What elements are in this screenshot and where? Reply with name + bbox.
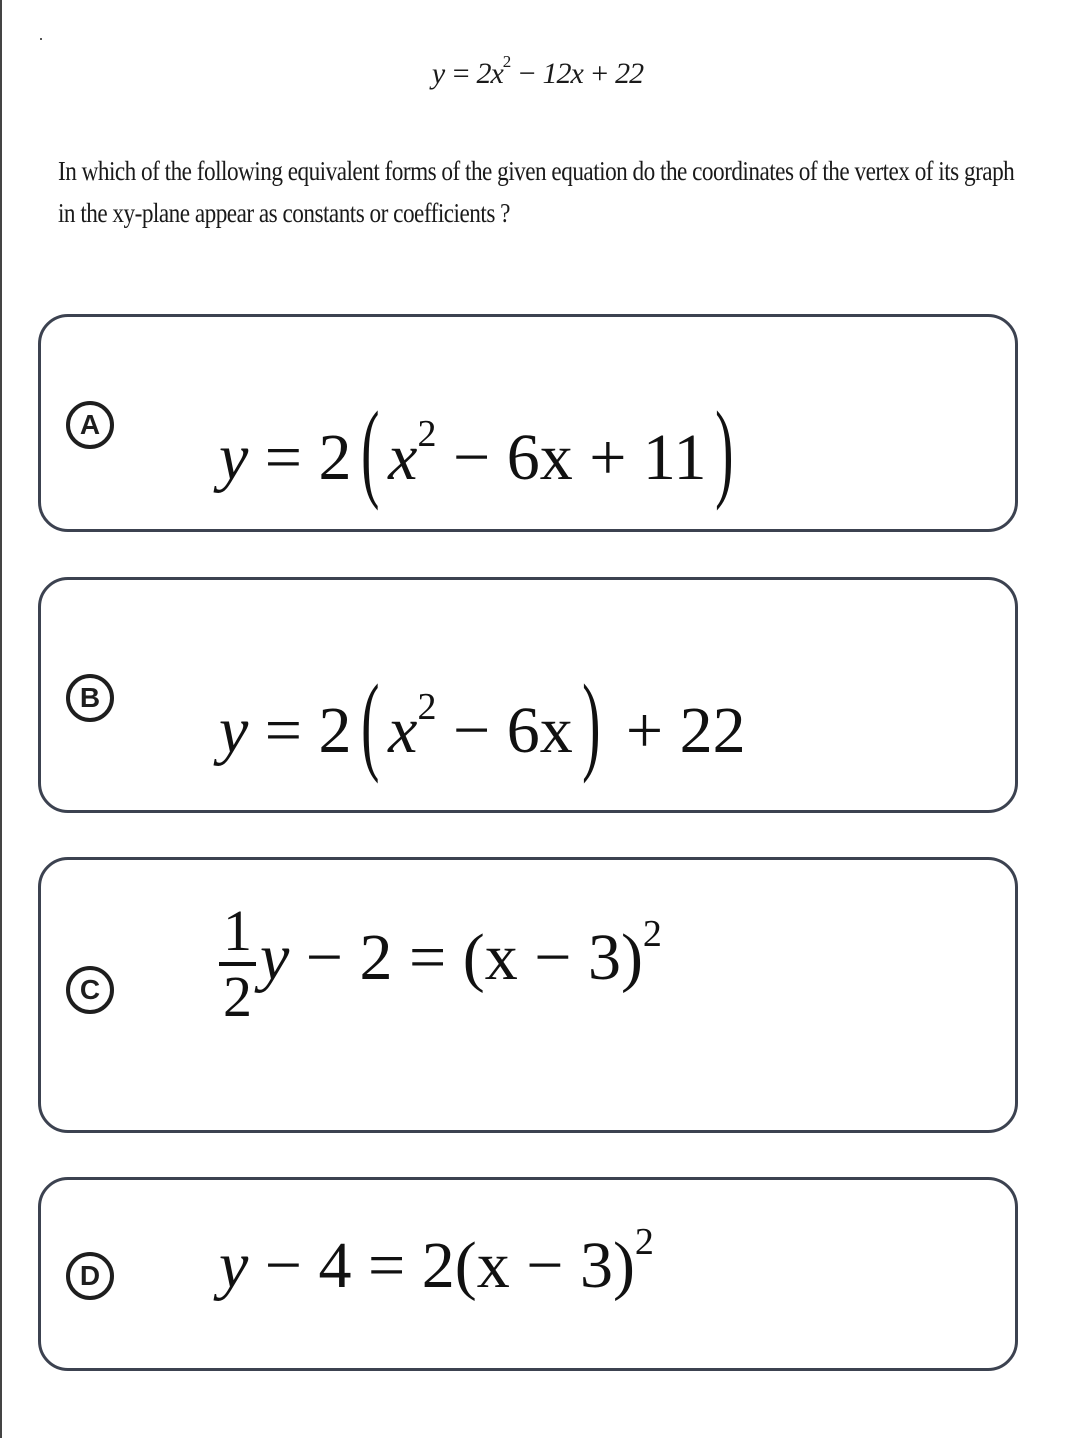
given-equation: $y = 2x^2 - 12x + 22$ [431, 52, 644, 90]
left-border [0, 0, 2, 1438]
choice-a-badge: A [66, 401, 114, 449]
question-line-1: In which of the following equivalent forms of the given equation do the coordinates of the vertex of its graph [58, 156, 1015, 186]
stray-dot [40, 38, 42, 40]
choice-b-equation: y = 2( $x^2 - 6x) + 22$ [219, 662, 746, 784]
choice-a[interactable] [38, 314, 1018, 532]
choice-c-equation: $\frac{1}{2}$ $y - 2 = (x - 3)^2$ [219, 900, 662, 1028]
choice-a-equation: y = 2( $x^2 - 6x + 11$) [219, 389, 734, 511]
choice-d[interactable] [38, 1177, 1018, 1371]
fraction-one-half: $\frac{1}{2}$ [219, 900, 256, 1028]
choice-d-badge: D [66, 1252, 114, 1300]
choice-b[interactable] [38, 577, 1018, 813]
choice-c-badge: C [66, 966, 114, 1014]
choice-c[interactable] [38, 857, 1018, 1133]
choice-b-badge: B [66, 674, 114, 722]
question-text [58, 150, 1018, 234]
choice-d-equation: $y - 4 = 2(x - 3)^2$ [219, 1221, 654, 1302]
question-line-2: in the xy-plane appear as constants or coefficients ? [58, 198, 510, 228]
